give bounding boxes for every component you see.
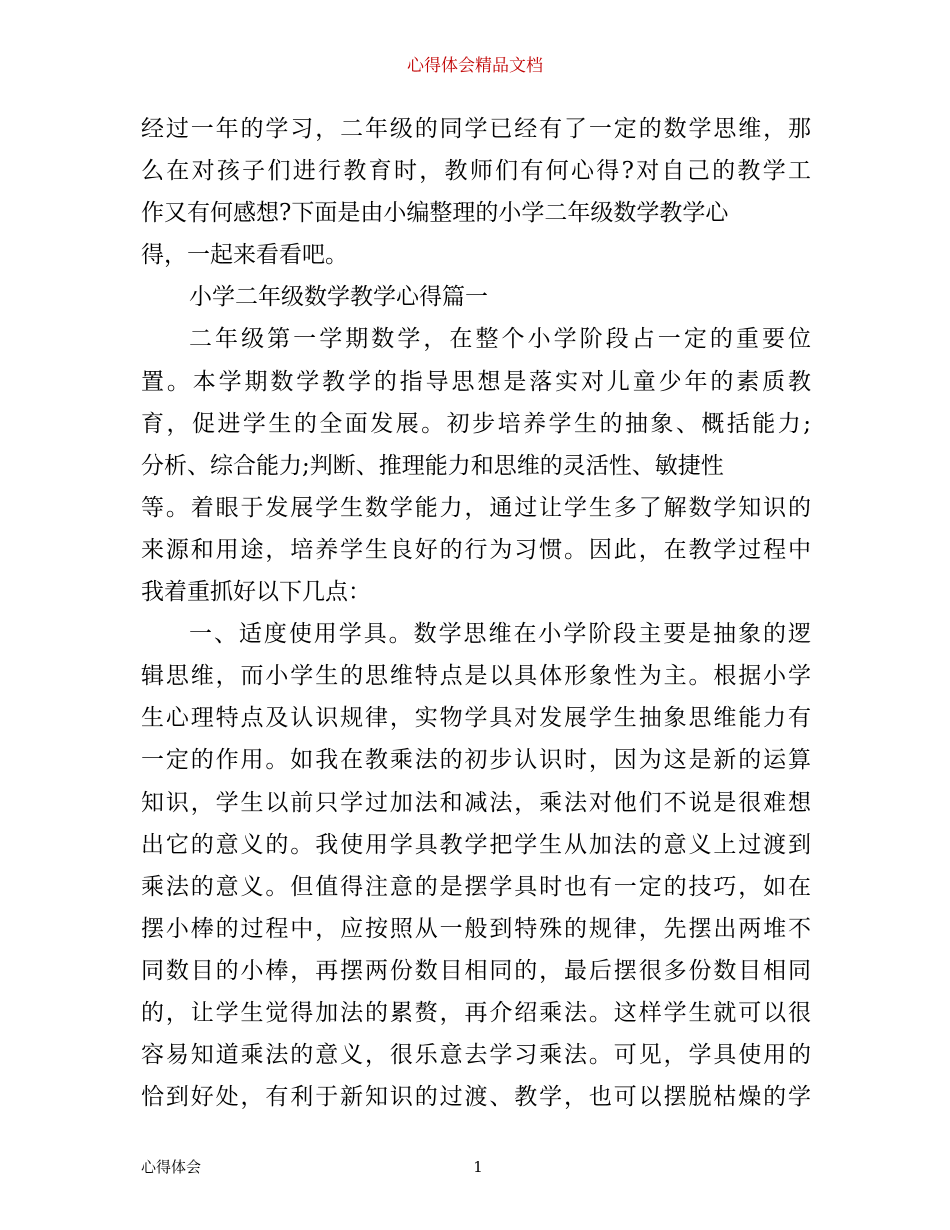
section-heading: 小学二年级数学教学心得篇一 <box>189 284 488 311</box>
body-line-1: 经过一年的学习，二年级的同学已经有了一定的数学思维，那 <box>141 116 811 142</box>
body-line-12: 我着重抓好以下几点： <box>141 579 371 606</box>
body-line-3: 作又有何感想?下面是由小编整理的小学二年级数学教学心 <box>141 200 729 227</box>
body-line-2: 么在对孩子们进行教育时，教师们有何心得?对自己的教学工 <box>141 158 811 185</box>
body-line-20: 摆小棒的过程中，应按照从一般到特殊的规律，先摆出两堆不 <box>141 915 811 942</box>
body-line-7: 置。本学期数学教学的指导思想是落实对儿童少年的素质教 <box>141 368 811 395</box>
body-line-17: 知识，学生以前只学过加法和减法，乘法对他们不说是很难想 <box>141 789 811 816</box>
body-line-13: 一、适度使用学具。数学思维在小学阶段主要是抽象的逻 <box>189 621 811 648</box>
body-line-6: 二年级第一学期数学，在整个小学阶段占一定的重要位 <box>189 326 811 353</box>
body-line-21: 同数目的小棒，再摆两份数目相同的，最后摆很多份数目相同 <box>141 957 811 984</box>
body-line-16: 一定的作用。如我在教乘法的初步认识时，因为这是新的运算 <box>141 747 811 774</box>
body-line-4: 得，一起来看看吧。 <box>141 242 348 269</box>
body-line-11: 来源和用途，培养学生良好的行为习惯。因此，在教学过程中 <box>141 536 811 563</box>
document-header-title: 心得体会精品文档 <box>407 56 543 76</box>
document-body <box>141 108 811 1118</box>
body-line-15: 生心理特点及认识规律，实物学具对发展学生抽象思维能力有 <box>141 705 811 732</box>
body-line-14: 辑思维，而小学生的思维特点是以具体形象性为主。根据小学 <box>141 663 811 690</box>
body-line-8: 育，促进学生的全面发展。初步培养学生的抽象、概括能力; <box>141 410 811 437</box>
body-line-9: 分析、综合能力;判断、推理能力和思维的灵活性、敏捷性 <box>141 452 724 479</box>
page-number: 1 <box>473 1158 483 1176</box>
body-line-22: 的，让学生觉得加法的累赘，再介绍乘法。这样学生就可以很 <box>141 999 811 1026</box>
body-line-24: 恰到好处，有利于新知识的过渡、教学，也可以摆脱枯燥的学 <box>141 1084 811 1111</box>
footer-label: 心得体会 <box>141 1158 202 1176</box>
body-line-23: 容易知道乘法的意义，很乐意去学习乘法。可见，学具使用的 <box>141 1042 811 1069</box>
body-line-19: 乘法的意义。但值得注意的是摆学具时也有一定的技巧，如在 <box>141 873 811 900</box>
body-line-10: 等。着眼于发展学生数学能力，通过让学生多了解数学知识的 <box>141 494 811 521</box>
body-line-18: 出它的意义的。我使用学具教学把学生从加法的意义上过渡到 <box>141 831 811 858</box>
